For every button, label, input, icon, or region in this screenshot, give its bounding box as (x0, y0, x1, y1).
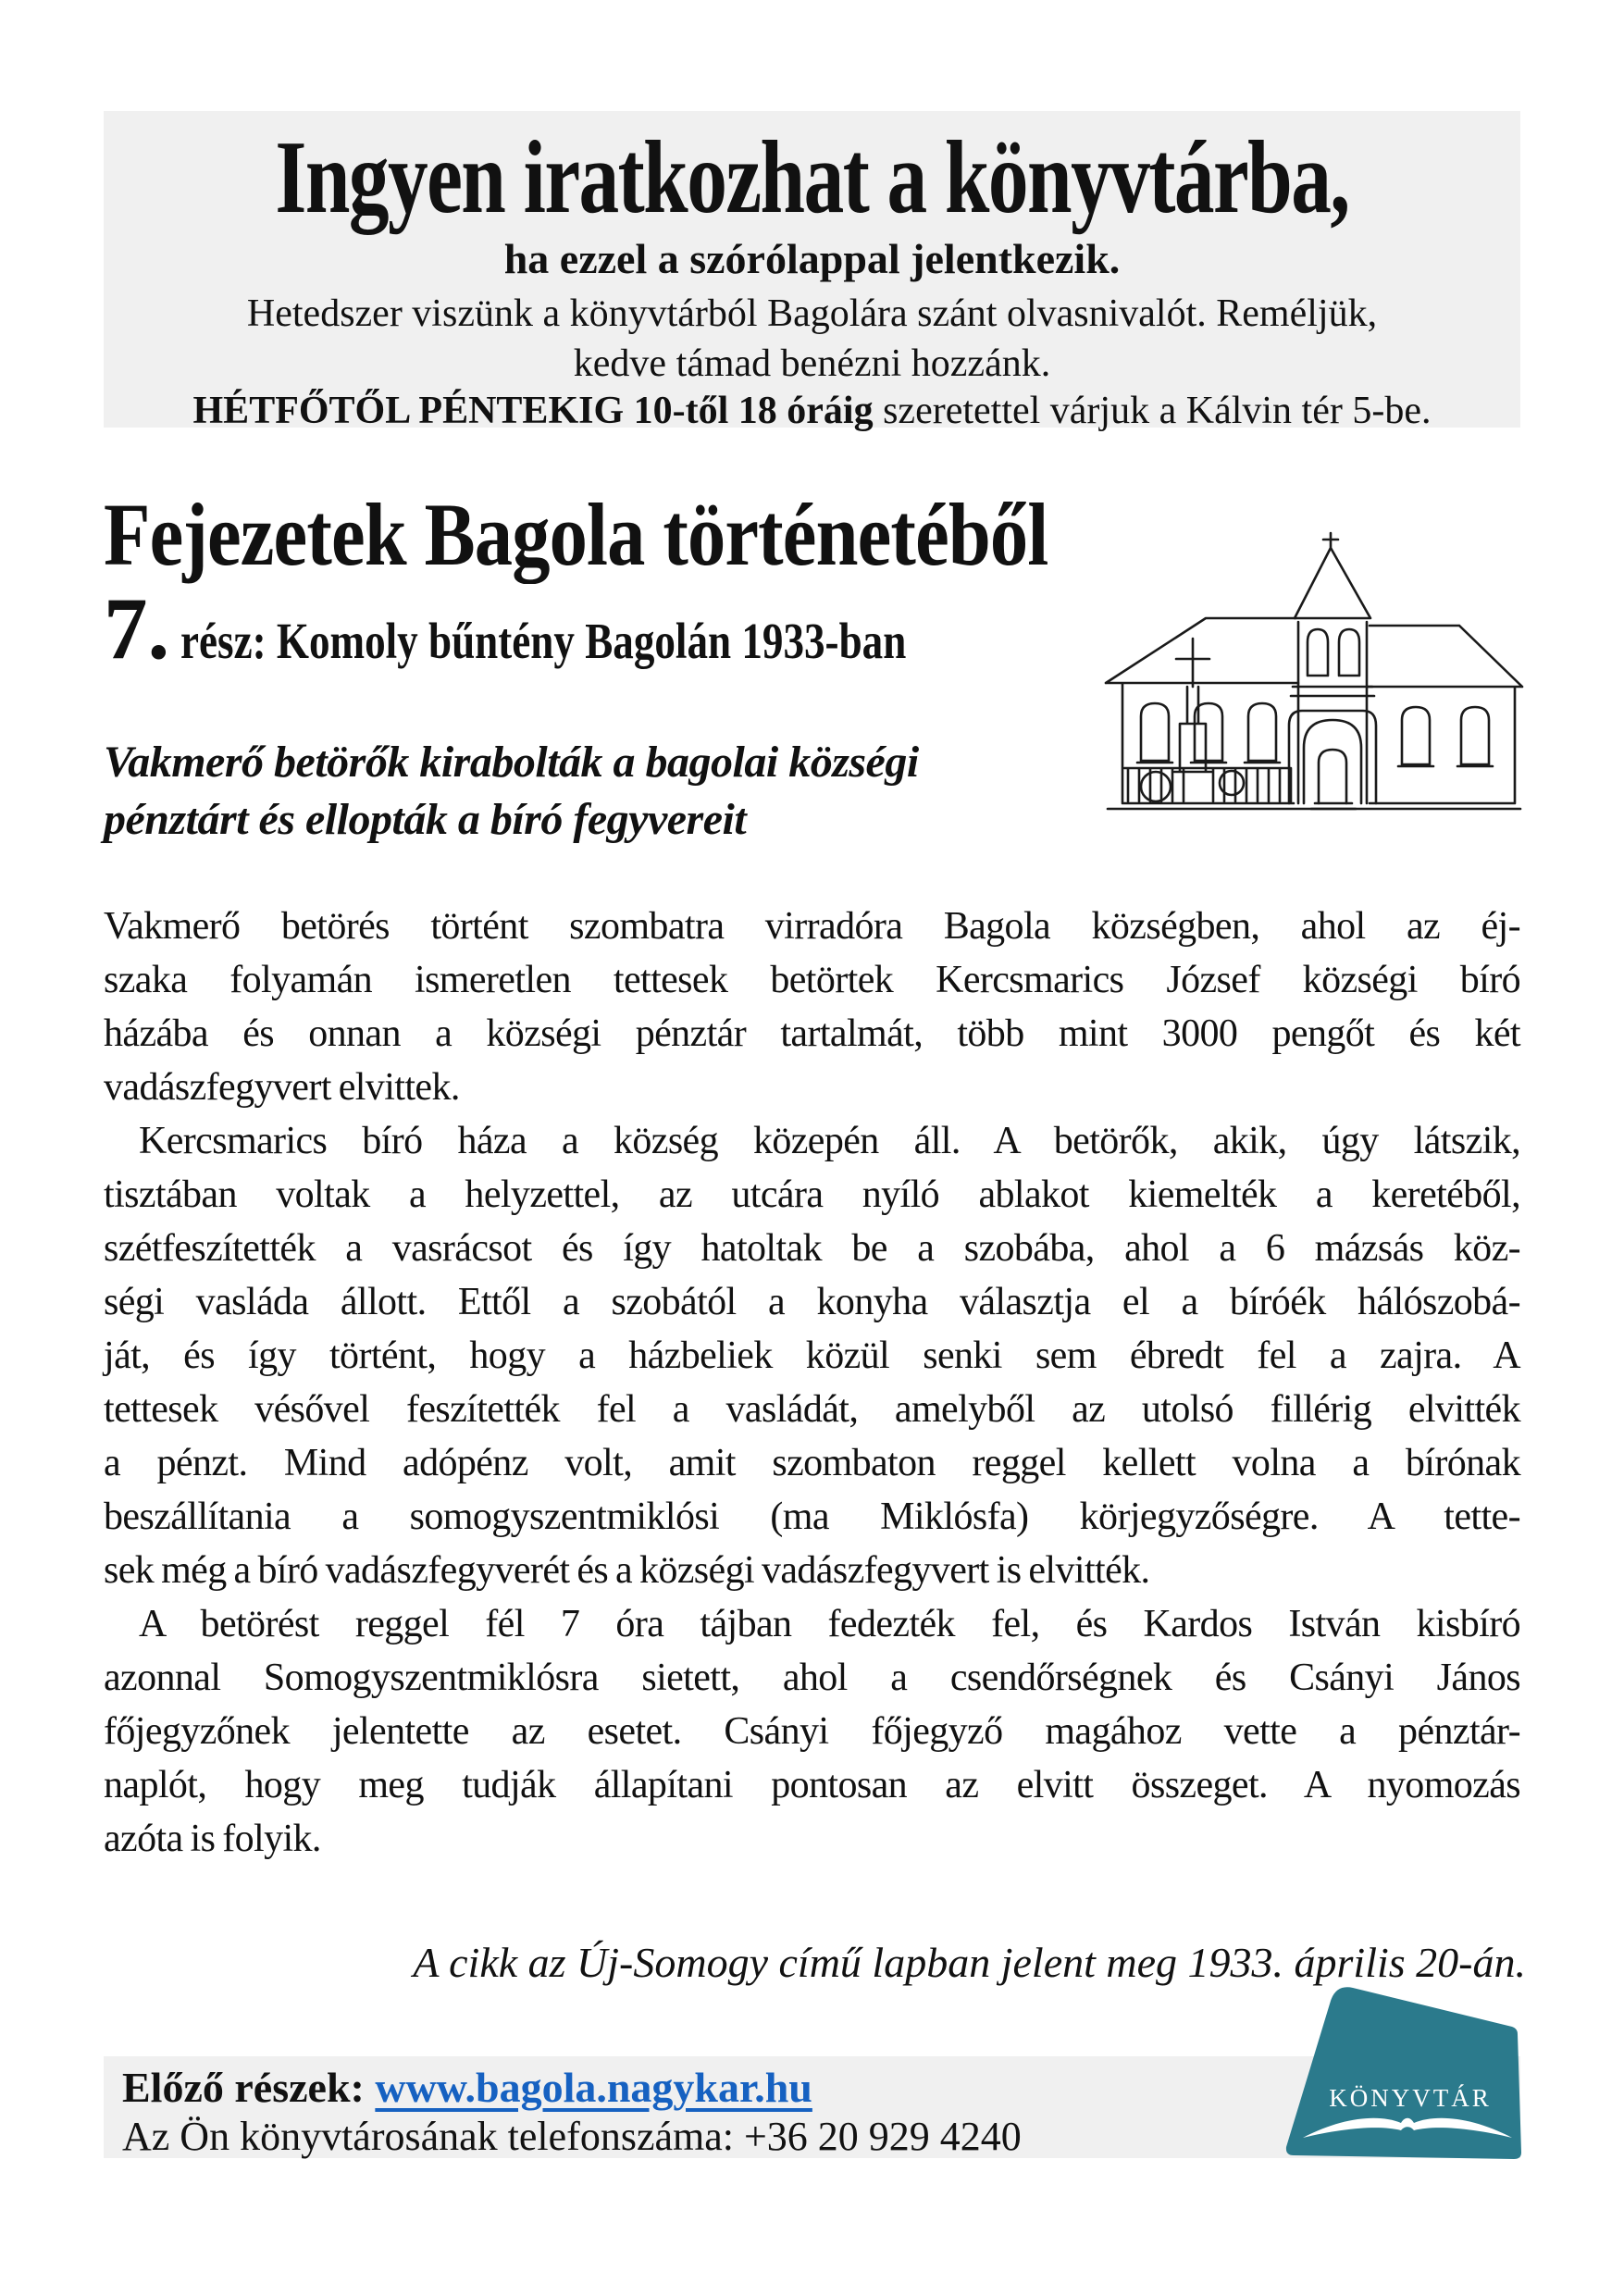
header-hours-line (104, 389, 1520, 433)
hours-regular-text: szeretettel várjuk a Kálvin tér 5-be. (873, 390, 1432, 432)
phone-line: Az Ön könyvtárosának telefonszáma: +36 20 929 4240 (122, 2114, 1022, 2159)
article-line: szétfeszítették a vasrácsot és így hatoltak be a szobába, ahol a 6 mázsás köz- (104, 1227, 1520, 1270)
logo-text: KÖNYVTÁR (1329, 2084, 1492, 2112)
article-line: házába és onnan a községi pénztár tartalmát, több mint 3000 pengőt és két (104, 1012, 1520, 1055)
article-line: sek még a bíró vadászfegyverét és a községi vadászfegyvert is elvitték. (104, 1549, 1150, 1592)
header-line3: Hetedszer viszünk a könyvtárból Bagolára szánt olvasnivalót. Reméljük, (246, 292, 1378, 335)
part-title: rész: Komoly bűntény Bagolán 1933-ban (180, 613, 907, 669)
header-line4: kedve támad benézni hozzánk. (573, 342, 1051, 385)
article-line: Vakmerő betörés történt szombatra virradóra Bagola községben, ahol az éj- (104, 905, 1520, 948)
article-line: naplót, hogy meg tudják állapítani pontosan az elvitt összeget. A nyomozás (104, 1764, 1520, 1806)
article-line: vadászfegyvert elvittek. (104, 1066, 460, 1109)
cross-monument (1174, 639, 1211, 772)
hours-bold-text: HÉTFŐTŐL PÉNTEKIG 10-től 18 óráig (192, 390, 874, 432)
article-line: azonnal Somogyszentmiklósra sietett, ahol a csendőrségnek és Csányi János (104, 1657, 1520, 1699)
article-line: Kercsmarics bíró háza a község közepén áll. A betörők, akik, úgy látszik, (139, 1120, 1520, 1162)
previous-parts-link[interactable]: www.bagola.nagykar.hu (375, 2064, 812, 2111)
article-line: A betörést reggel fél 7 óra tájban fedezték fel, és Kardos István kisbíró (139, 1603, 1520, 1645)
previous-parts-label: Előző részek: (122, 2064, 376, 2111)
part-line (104, 579, 1066, 677)
article-line: beszállítania a somogyszentmiklósi (ma Miklósfa) körjegyzőségre. A tette- (104, 1496, 1520, 1538)
lead-line1: Vakmerő betörők kirabolták a bagolai községi (104, 738, 919, 787)
article-line: ját, és így történt, hogy a házbeliek közül senki sem ébredt fel a zajra. A (104, 1334, 1520, 1377)
closing-line: A cikk az Új-Somogy című lapban jelent meg 1933. április 20-án. (413, 1939, 1526, 1986)
header-subtitle: ha ezzel a szórólappal jelentkezik. (503, 235, 1121, 282)
lead-line2: pénztárt és ellopták a bíró fegyvereit (104, 795, 747, 844)
lead-paragraph (104, 734, 1085, 849)
main-title: Ingyen iratkozhat a könyvtárba, (275, 120, 1349, 235)
section-title: Fejezetek Bagola történetéből (104, 485, 1048, 584)
article-line: a pénzt. Mind adópénz volt, amit szombaton reggel kellett volna a bírónak (104, 1442, 1520, 1484)
part-number: 7. (104, 579, 170, 677)
article-line: ségi vasláda állott. Ettől a szobától a konyha választja el a bíróék hálószobá- (104, 1281, 1520, 1323)
church-illustration (1097, 529, 1531, 835)
article-paragraph (104, 1597, 1520, 1866)
article-line: főjegyzőnek jelentette az esetet. Csányi főjegyző magához vette a pénztár- (104, 1710, 1520, 1753)
article-body (104, 900, 1520, 1866)
article-line: azóta is folyik. (104, 1818, 321, 1860)
article-paragraph (104, 1114, 1520, 1597)
header-box (104, 111, 1520, 432)
article-paragraph (104, 900, 1520, 1114)
library-logo (1284, 1980, 1527, 2161)
article-line: tettesek vésővel feszítették fel a vasládát, amelyből az utolsó fillérig elvitték (104, 1388, 1520, 1431)
article-line: tisztában voltak a helyzettel, az utcára nyíló ablakot kiemelték a keretéből, (104, 1173, 1520, 1216)
article-line: szaka folyamán ismeretlen tettesek betörtek Kercsmarics József községi bíró (104, 959, 1520, 1001)
